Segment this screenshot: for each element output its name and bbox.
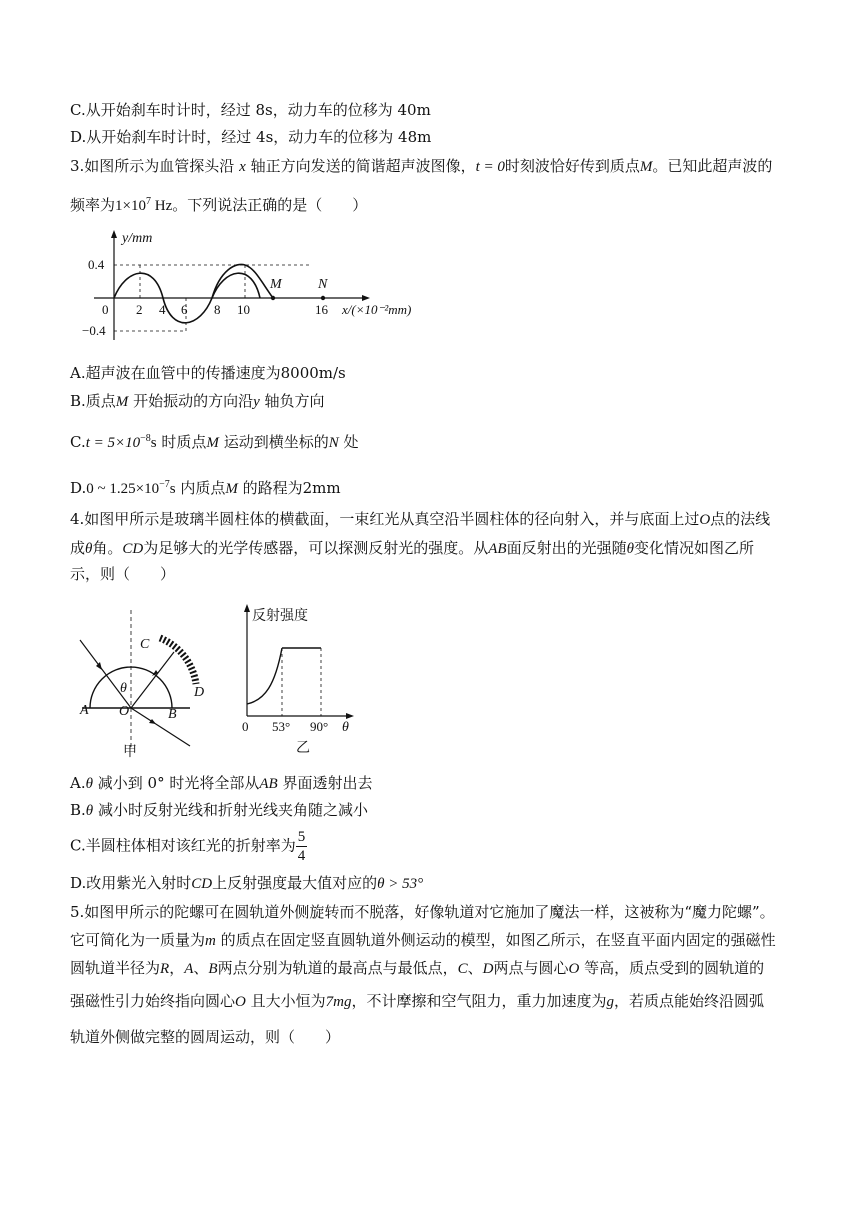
wave-figure <box>80 228 440 348</box>
caption-yi: 乙 <box>296 741 310 756</box>
label-o: O <box>119 704 130 719</box>
question-5-stem-line5: 轨道外侧做完整的圆周运动，则（ ） <box>70 1028 341 1046</box>
wave-xtick-6: 6 <box>181 302 188 317</box>
wave-xtick-16: 16 <box>315 302 328 317</box>
wave-ytick-top: 0.4 <box>88 257 105 272</box>
question-5-stem-line4: 强磁性引力始终指向圆心O 且大小恒为7mg，不计摩擦和空气阻力，重力加速度为g，若质点能始终沿圆弧 <box>70 992 765 1010</box>
question-4-stem-line3: 示，则（ ） <box>70 565 176 583</box>
intensity-ylabel: 反射强度 <box>252 609 308 624</box>
wave-xtick-4: 4 <box>159 302 166 317</box>
question-4-stem-line1: 4.如图甲所示是玻璃半圆柱体的横截面，一束红光从真空沿半圆柱体的径向射入，并与底面上过O点的法线 <box>70 510 771 528</box>
label-c: C <box>140 637 150 652</box>
wave-xtick-10: 10 <box>237 302 250 317</box>
label-a: A <box>80 703 89 718</box>
question-4-stem-line2: 成θ角。CD为足够大的光学传感器，可以探测反射光的强度。从AB面反射出的光强随θ变化情况如图乙所 <box>70 539 754 557</box>
label-b: B <box>168 707 177 722</box>
intensity-graph <box>230 600 370 765</box>
intensity-origin: 0 <box>242 719 249 734</box>
wave-point-n: N <box>318 277 328 292</box>
label-theta: θ <box>120 681 127 696</box>
question-5-stem-line2: 它可简化为一质量为m 的质点在固定竖直圆轨道外侧运动的模型，如图乙所示，在竖直平面内固定的强磁性 <box>70 931 776 949</box>
intensity-tick-90: 90° <box>310 719 329 734</box>
wave-ytick-bottom: −0.4 <box>82 323 106 338</box>
wave-xlabel: x/(×10⁻²mm) <box>342 302 412 317</box>
option-a-q3: A.超声波在血管中的传播速度为8000m/s <box>70 364 346 382</box>
wave-point-m: M <box>270 277 282 292</box>
wave-xtick-8: 8 <box>214 302 221 317</box>
option-b-q4: B.θ 减小时反射光线和折射光线夹角随之减小 <box>70 801 368 819</box>
label-d: D <box>194 685 205 700</box>
option-d-q2: D.从开始刹车时计时，经过 4s，动力车的位移为 48m <box>70 128 432 146</box>
wave-ylabel: y/mm <box>122 231 153 246</box>
option-a-q4: A.θ 减小到 0° 时光将全部从AB 界面透射出去 <box>70 774 373 792</box>
caption-jia: 甲 <box>123 745 137 760</box>
question-3-stem-line2: 频率为$1\times 10^7$ Hz。下列说法正确的是（ ） <box>70 196 368 214</box>
option-d-q4: D.改用紫光入射时CD上反射强度最大值对应的θ > 53° <box>70 874 424 892</box>
option-d-q3: D.0 ~ $1.25\times 10^{-7}s$ 内质点M 的路程为2mm <box>70 479 341 497</box>
option-c-q2: C.从开始刹车时计时，经过 8s，动力车的位移为 40m <box>70 101 431 119</box>
wave-xtick-2: 2 <box>136 302 143 317</box>
intensity-xlabel: θ <box>342 720 349 735</box>
question-5-stem-line1: 5.如图甲所示的陀螺可在圆轨道外侧旋转而不脱落，好像轨道对它施加了魔法一样，这被称为“魔力陀螺”。 <box>70 903 775 921</box>
option-c-q4: C.半圆柱体相对该红光的折射率为 $\frac{5}{4}$ <box>70 829 306 864</box>
option-b-q3: B.质点M 开始振动的方向沿y 轴负方向 <box>70 392 325 410</box>
question-5-stem-line3: 圆轨道半径为R，A、B两点分别为轨道的最高点与最低点，C、D两点与圆心O 等高，质点受到的圆轨道的 <box>70 959 765 977</box>
question-3-stem-line1: 3.如图所示为血管探头沿 x 轴正方向发送的简谐超声波图像，t = 0时刻波恰好传到质点M。已知此超声波的 <box>70 157 773 175</box>
intensity-tick-53: 53° <box>272 719 291 734</box>
fraction-5-4: $\frac{5}{4}$ <box>297 829 306 864</box>
option-c-q3: $C.t = 5\times 10^{-8}s$ 时质点M 运动到横坐标的N 处 <box>70 433 359 451</box>
wave-origin: 0 <box>102 302 109 317</box>
semicylinder-figure <box>72 600 222 765</box>
